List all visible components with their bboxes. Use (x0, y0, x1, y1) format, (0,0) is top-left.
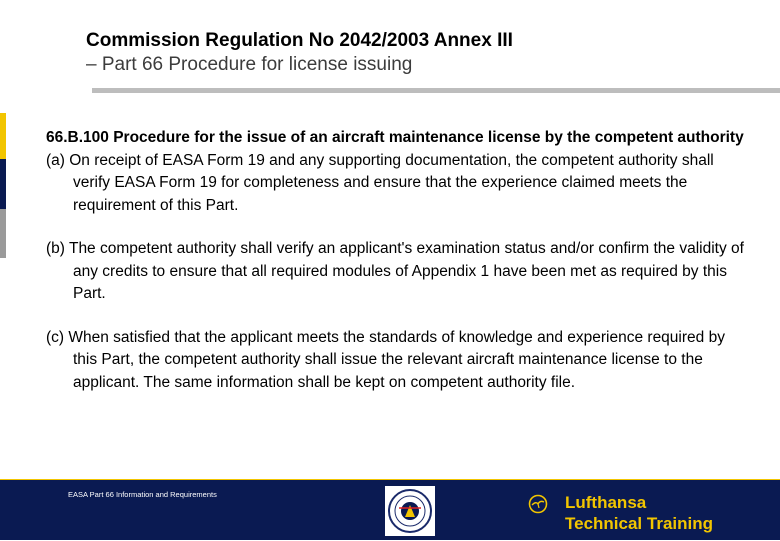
side-accent-navy (0, 159, 6, 209)
paragraph-b: (b) The competent authority shall verify an applicant's examination status and/or confirm the validity of any credits to ensure that all required modules of Appendix 1 have been met as required by this Part. (46, 240, 744, 302)
body-content (46, 127, 746, 394)
lufthansa-crane-icon (528, 494, 548, 514)
paragraph-a: (a) On receipt of EASA Form 19 and any supporting documentation, the competent authority shall verify EASA Form 19 for completeness and ensure that the experience claimed meets the requirement of this Part. (46, 151, 714, 214)
side-accent-gray (0, 209, 6, 258)
title-divider (92, 88, 780, 93)
brand-technical-training: Technical Training (565, 514, 713, 533)
institution-seal-icon (385, 486, 435, 536)
page-subtitle: – Part 66 Procedure for license issuing (86, 54, 413, 75)
procedure-heading: 66.B.100 Procedure for the issue of an aircraft maintenance license by the competent authority (46, 129, 744, 146)
paragraph-c: (c) When satisfied that the applicant meets the standards of knowledge and experience required by this Part, the competent authority shall issue the relevant aircraft maintenance license to the applicant. The same information shall be kept on competent authority file. (46, 328, 725, 391)
page-title: Commission Regulation No 2042/2003 Annex III (86, 30, 513, 51)
side-accent-yellow (0, 113, 6, 159)
brand-lufthansa: Lufthansa (565, 493, 647, 512)
footer-caption: EASA Part 66 Information and Requirements (68, 490, 217, 499)
